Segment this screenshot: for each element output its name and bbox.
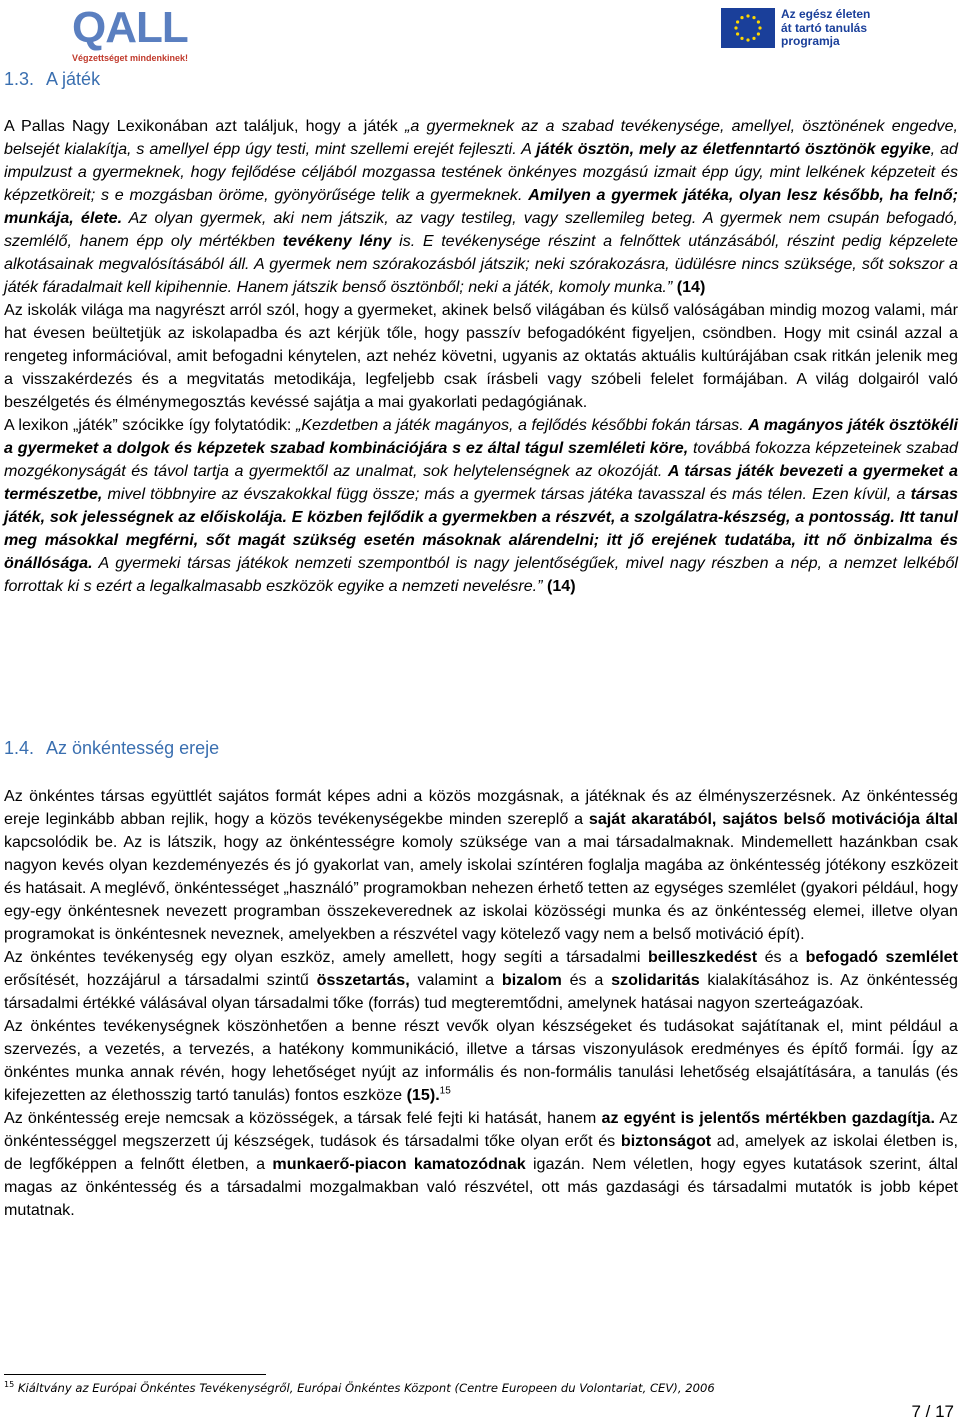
- footnote-number: 15: [4, 1380, 15, 1390]
- paragraph: A Pallas Nagy Lexikonában azt találjuk, hogy a játék „a gyermeknek az a szabad tevékenysége, amellyel, ösztönének engedve, belsejét kialakítja, s amellyel épp úgy testi, mint szellemi erejét fejleszti. A játék ösztön, mely az életfenntartó ösztönök egyike, ad impulzust a gyermeknek, hogy fejlődése céljából mozgassa testének önkényes mozgású izmait épp úgy, mint lelkének képzeteit és képzetköreit; s e mozgásban öröme, gyönyörűsége telik a gyermeknek. Amilyen a gyermek játéka, olyan lesz később, ha felnő; munkája, élete. Az olyan gyermek, aki nem játszik, az vagy testileg, vagy szellemileg beteg. A gyermek nem csupán befogadó, szemlélő, hanem épp oly mértékben tevékeny lény is. E tevékenysége részint a felnőttek utánzásából, részint pedig képzelete alkotásainak megvalósításából áll. A gyermek nem szórakozásból játszik; neki szórakozásra, üdülésre nincs szüksége, sőt sokszor a játék fáradalmait kell kipihennie. Hanem játszik benső ösztönből; neki a játék, komoly munka.” (14): [4, 117, 958, 296]
- eu-lifelong-learning-logo: [721, 8, 881, 50]
- eu-text-line-2: át tartó tanulás: [781, 20, 868, 35]
- eu-flag-icon: [721, 8, 775, 48]
- paragraph: Az önkéntesség ereje nemcsak a közösségek, a társak felé fejti ki hatását, hanem az egyént is jelentős mértékben gazdagítja. Az önkéntességgel megszerzett új készségek, tudások és társadalmi tőke olyan erőt és biztonságot ad, amelyek az iskolai életben is, de legfőképpen a felnőtt életben, a munkaerő-piacon kamatozódnak igazán. Nem véletlen, hogy egyes kutatások szerint, által magas az önkéntesség és a társadalmi mozgalmakban való részvétel, ott más gazdasági és társadalmi mutatók is jobb képet mutatnak.: [4, 1109, 958, 1219]
- paragraph: Az iskolák világa ma nagyrészt arról szól, hogy a gyermeket, akinek belső világában és külső valóságában mindig mozog valami, már hat évesen beültetjük az iskolapadba és azt kérjük tőle, hogy passzív befogadóként figyeljen, csöndben. Hogy mit csinál azzal a rengeteg információval, amit befogadni kénytelen, azt nehéz követni, ugyanis az oktatás aktuális kultúrájában csak ritkán jelenik meg a visszakérdezés és a megvitatás metodikája, legfeljebb csak írásbeli vagy szóbeli felelet formájában. A világ dolgairól való beszélgetés és élménymegosztás kevéssé sajátja a mai gyakorlati pedagógiának.: [4, 301, 958, 411]
- eu-text-line-1: Az egész életen: [781, 7, 871, 21]
- qall-tagline: Végzettséget mindenkinek!: [72, 53, 189, 63]
- footnote: [4, 1381, 715, 1395]
- qall-logo: [72, 3, 194, 64]
- paragraph: A lexikon „játék” szócikke így folytatódik: „Kezdetben a játék magányos, a fejlődés későbbi fokán társas. A magányos játék ösztökéli a gyermeket a dolgok és képzetek szabad kombinációjára s ez által tágul szemléleti köre, továbbá fokozza képzeteinek szabad mozgékonyságát és távol tartja a gyermektől az unalmat, sok helytelenségnek az okozóját. A társas játék bevezeti a gyermeket a természetbe, mivel többnyire az évszakokkal függ össze; más a gyermek társas játéka tavasszal és más télen. Ezen kívül, a társas játék, sok jelességnek az előiskolája. E közben fejlődik a gyermekben a részvét, a szolgálatra-készség, a pontosság. Itt tanul meg másokkal megférni, sőt magát szükség esetén másoknak alárendelni; itt jő erejének tudatába, itt nő önbizalma és önállósága. A gyermeki társas játékok nemzeti szempontból is nagy jelentőségűek, mivel nagy részben a nép, a nemzet lelkéből forrottak ki s ezért a legalkalmasabb eszközök egyike a nemzeti nevelésre.” (14): [4, 416, 958, 595]
- paragraph: Az önkéntes társas együttlét sajátos formát képes adni a közös mozgásnak, a játéknak és az élményszerzésnek. Az önkéntesség ereje leginkább abban rejlik, hogy a közös tevékenységekbe minden szereplő a saját akaratából, sajátos belső motivációja által kapcsolódik be. Az is látszik, hogy az önkéntességre komoly szüksége van a mai társadalmaknak. Mindemellett hazánkban csak nagyon kevés olyan kezdeményezés és jó gyakorlat van, amely iskolai színtéren foglalja magába az önkéntesség jótékony eszközeit és hatásait. A meglévő, önkéntességet „használó” programokban nehezen érhető tetten az egységes szemlélet (gyakori például, hogy egy-egy önkéntesnek nevezett programban összekeverednek az iskolai közösségi munka és az önkéntesség elemei, illetve olyan programokat is önkéntesnek neveznek, amelyekben a részvétel vagy kötelező vagy nem a belső motiváció épít).: [4, 787, 958, 943]
- section-heading-1-4: [4, 738, 219, 759]
- section-1-3-body: [4, 115, 958, 598]
- eu-program-text: [781, 8, 870, 49]
- qall-logo-text: QALL: [72, 3, 188, 52]
- paragraph: Az önkéntes tevékenységnek köszönhetően a benne részt vevők olyan készségeket és tudásokat sajátítanak el, mint például a szervezés, a vezetés, a tervezés, a hatékony kommunikáció, illetve a társas viszonyulások eredményes és építő formái. Így az önkéntes munka annak révén, hogy lehetőséget nyújt az informális és non-formális tanulási lehetőség elsajátítására, a tanulás (és kifejezetten az élethosszig tartó tanulás) fontos eszköze (15).$^{15}$: [4, 1017, 958, 1104]
- page-number: 7 / 17: [911, 1402, 954, 1421]
- section-title: A játék: [46, 69, 101, 89]
- section-title: Az önkéntesség ereje: [46, 738, 220, 758]
- paragraph: Az önkéntes tevékenység egy olyan eszköz, amely amellett, hogy segíti a társadalmi beilleszkedést és a befogadó szemlélet erősítését, hozzájárul a társadalmi szintű összetartás, valamint a bizalom és a szolidaritás kialakításához is. Az önkéntesség társadalmi értékké válásával olyan társadalmi tőke (forrás) tud megteremtődni, amelynek hatásai nagyon szerteágazóak.: [4, 948, 958, 1012]
- footnote-text: Kiáltvány az Európai Önkéntes Tevékenységről, Európai Önkéntes Központ (Centre Europeen du Volontariat, CEV), 2006: [17, 1381, 715, 1395]
- section-heading-1-3: [4, 69, 100, 90]
- eu-text-line-3: programja: [781, 34, 840, 48]
- footnote-separator: [4, 1374, 266, 1375]
- section-number: 1.3.: [4, 69, 35, 89]
- section-1-4-body: [4, 785, 958, 1222]
- section-number: 1.4.: [4, 738, 35, 758]
